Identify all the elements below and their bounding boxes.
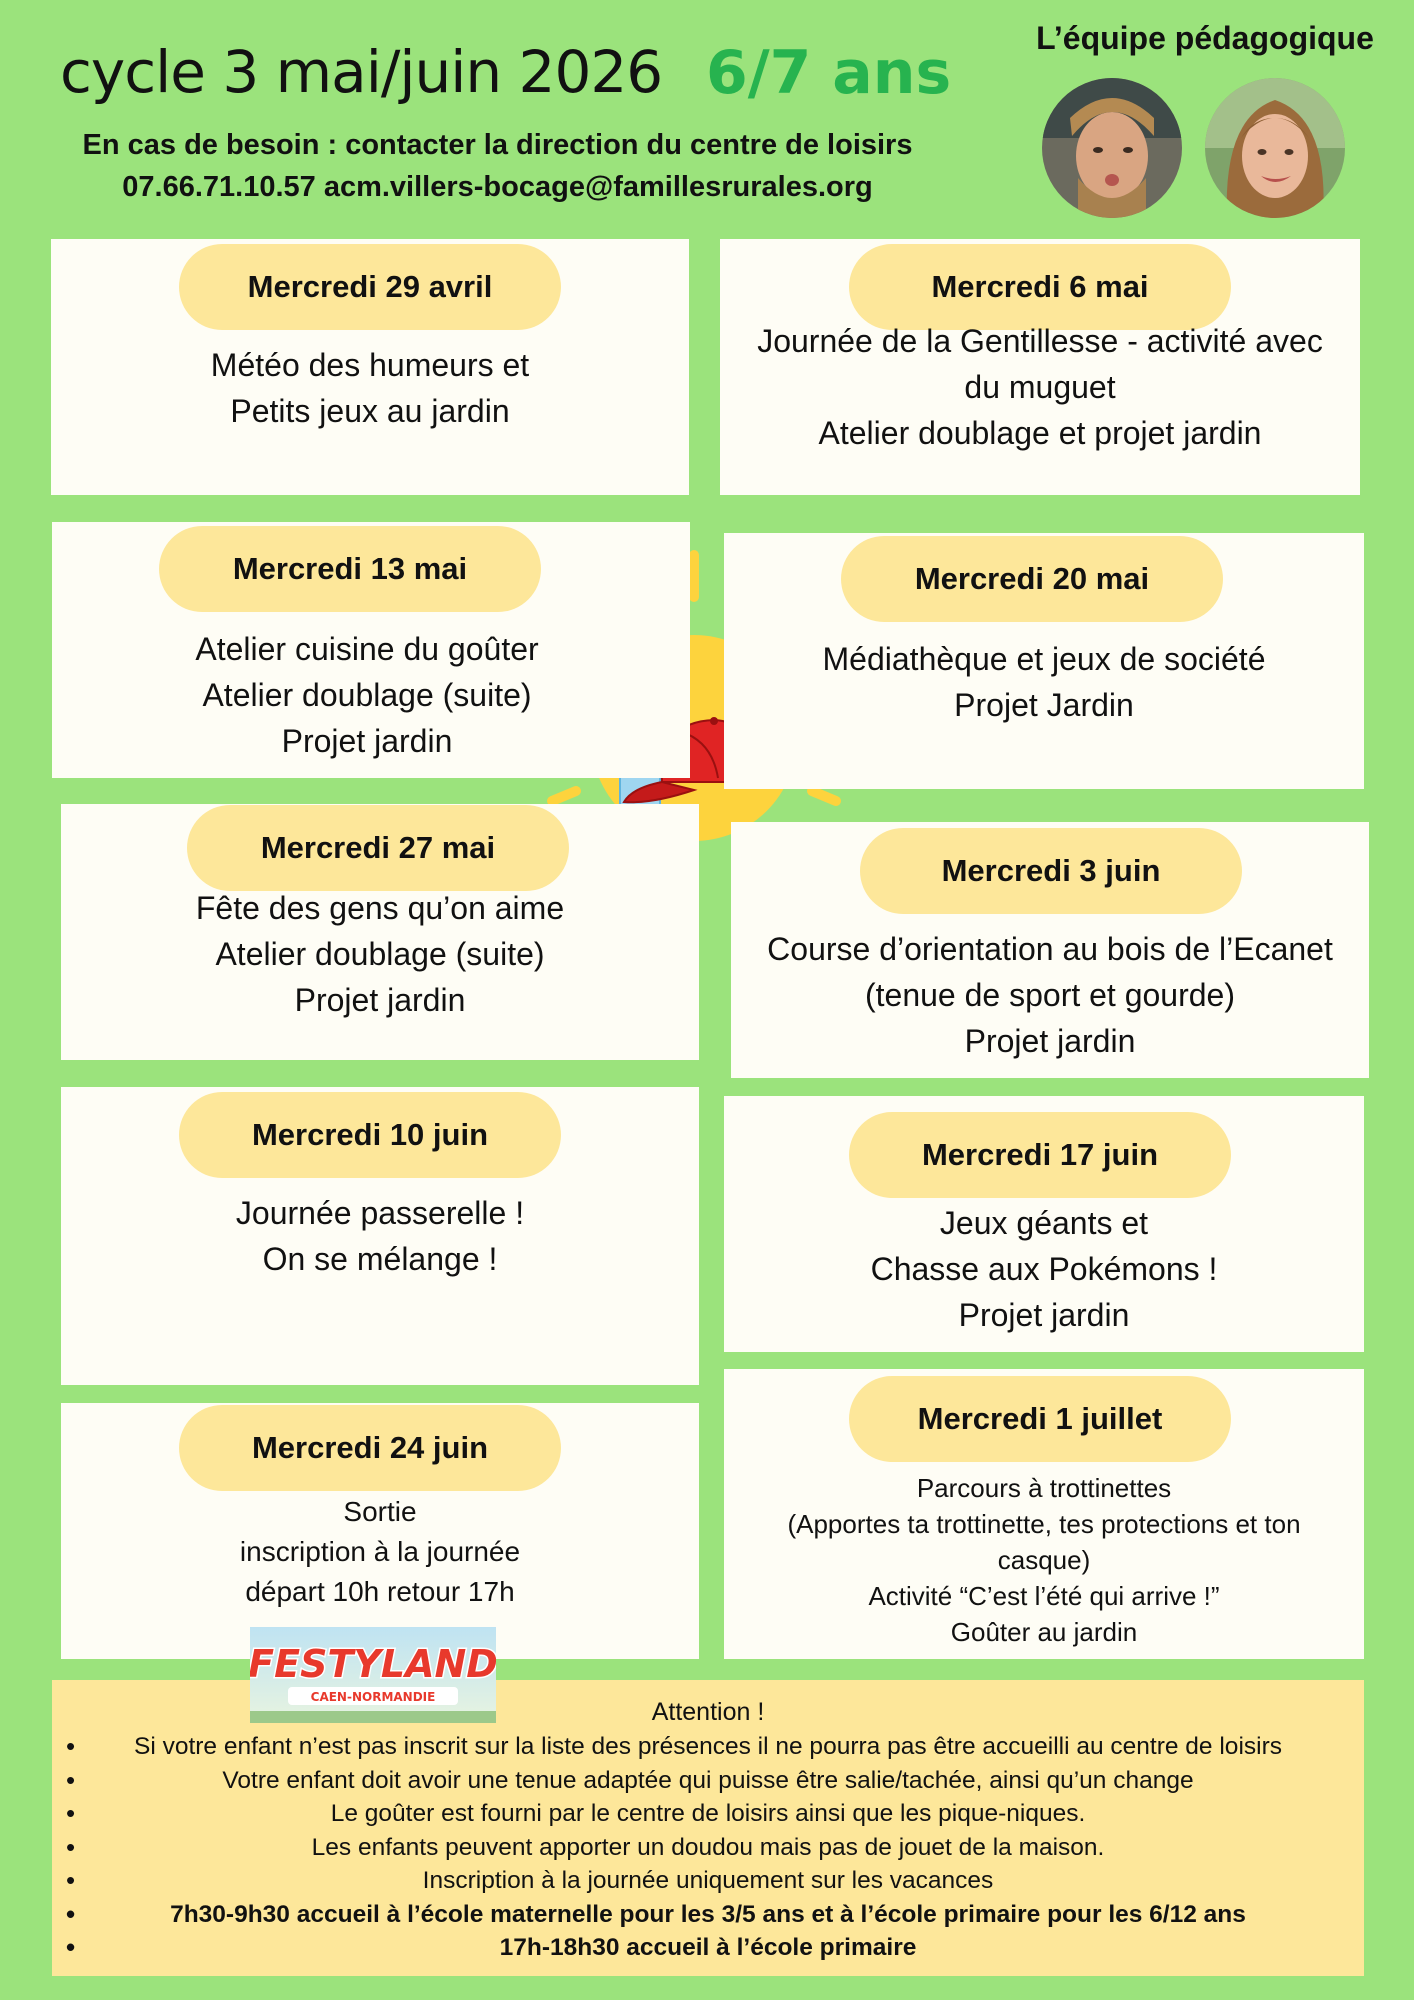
activity-description xyxy=(720,318,1360,456)
notice-list xyxy=(52,1730,1364,1965)
activity-line: inscription à la journée xyxy=(239,1536,521,1567)
activity-description xyxy=(51,342,689,434)
notice-item: • Si votre enfant n’est pas inscrit sur la liste des présences il ne pourra pas être accueilli au centre de loisirs xyxy=(52,1730,1364,1764)
notice-item: • Inscription à la journée uniquement sur les vacances xyxy=(52,1864,1364,1898)
contact-info xyxy=(30,124,965,208)
activity-line: Atelier doublage (suite) xyxy=(215,936,545,972)
activity-line: Projet jardin xyxy=(958,1297,1130,1333)
notice-title: Attention ! xyxy=(651,1698,765,1726)
day-pill: Mercredi 3 juin xyxy=(860,828,1242,914)
day-pill: Mercredi 20 mai xyxy=(841,536,1223,622)
activity-description xyxy=(724,636,1364,728)
activity-line: Atelier doublage (suite) xyxy=(202,677,532,713)
day-pill: Mercredi 6 mai xyxy=(849,244,1231,330)
activity-line: Journée de la Gentillesse - activité avec xyxy=(757,323,1323,359)
activity-line: Médiathèque et jeux de société xyxy=(822,641,1266,677)
activity-line: casque) xyxy=(997,1545,1091,1575)
avatar xyxy=(1042,78,1182,218)
activity-line: Projet jardin xyxy=(964,1023,1136,1059)
contact-phone-email: 07.66.71.10.57 acm.villers-bocage@famillesrurales.org xyxy=(122,171,873,203)
activity-line: Fête des gens qu’on aime xyxy=(195,890,565,926)
page-title: cycle 3 mai/juin 2026 xyxy=(60,38,663,106)
activity-line: Parcours à trottinettes xyxy=(916,1473,1172,1503)
activity-line: Projet jardin xyxy=(294,982,466,1018)
activity-line: Jeux géants et xyxy=(939,1205,1149,1241)
notice-item: • 7h30-9h30 accueil à l’école maternelle pour les 3/5 ans et à l’école primaire pour les 6/12 ans xyxy=(52,1898,1364,1932)
activity-description xyxy=(724,1470,1364,1650)
activity-line: Atelier cuisine du goûter xyxy=(195,631,539,667)
activity-description xyxy=(61,1492,699,1612)
activity-description xyxy=(61,1190,699,1282)
avatar xyxy=(1205,78,1345,218)
activity-description xyxy=(52,885,708,1023)
activity-line: Chasse aux Pokémons ! xyxy=(870,1251,1218,1287)
notice-box xyxy=(52,1680,1364,1976)
notice-item: • Votre enfant doit avoir une tenue adaptée qui puisse être salie/tachée, ainsi qu’un change xyxy=(52,1764,1364,1798)
day-pill: Mercredi 17 juin xyxy=(849,1112,1231,1198)
day-pill: Mercredi 24 juin xyxy=(179,1405,561,1491)
day-pill: Mercredi 1 juillet xyxy=(849,1376,1231,1462)
activity-line: Projet jardin xyxy=(281,723,453,759)
activity-line: Projet Jardin xyxy=(954,687,1134,723)
activity-description xyxy=(724,1200,1364,1338)
day-pill: Mercredi 27 mai xyxy=(187,805,569,891)
activity-line: (tenue de sport et gourde) xyxy=(864,977,1235,1013)
festyland-logo xyxy=(250,1627,496,1723)
activity-description xyxy=(52,626,682,764)
activity-line: Sortie xyxy=(343,1496,417,1527)
festyland-logo-text: FESTYLAND xyxy=(250,1642,496,1686)
activity-line: On se mélange ! xyxy=(262,1241,498,1277)
activity-line: départ 10h retour 17h xyxy=(245,1576,515,1607)
activity-line: Activité “C’est l’été qui arrive !” xyxy=(868,1581,1220,1611)
activity-line: du muguet xyxy=(964,369,1116,405)
contact-line: En cas de besoin : contacter la direction du centre de loisirs xyxy=(82,129,913,161)
activity-line: Journée passerelle ! xyxy=(235,1195,525,1231)
team-title: L’équipe pédagogique xyxy=(1036,20,1374,56)
age-group: 6/7 ans xyxy=(706,38,952,108)
activity-line: Goûter au jardin xyxy=(950,1617,1138,1647)
day-pill: Mercredi 13 mai xyxy=(159,526,541,612)
festyland-logo-subtext: CAEN-NORMANDIE xyxy=(310,1690,436,1704)
notice-item: • 17h-18h30 accueil à l’école primaire xyxy=(52,1931,1364,1965)
activity-line: Course d’orientation au bois de l’Ecanet xyxy=(767,931,1333,967)
activity-line: (Apportes ta trottinette, tes protections et ton xyxy=(787,1509,1301,1539)
activity-line: Petits jeux au jardin xyxy=(230,393,510,429)
activity-description xyxy=(716,926,1384,1064)
day-pill: Mercredi 10 juin xyxy=(179,1092,561,1178)
activity-line: Atelier doublage et projet jardin xyxy=(818,415,1262,451)
activity-line: Météo des humeurs et xyxy=(210,347,530,383)
notice-item: • Le goûter est fourni par le centre de loisirs ainsi que les pique-niques. xyxy=(52,1797,1364,1831)
notice-item: • Les enfants peuvent apporter un doudou mais pas de jouet de la maison. xyxy=(52,1831,1364,1865)
day-pill: Mercredi 29 avril xyxy=(179,244,561,330)
